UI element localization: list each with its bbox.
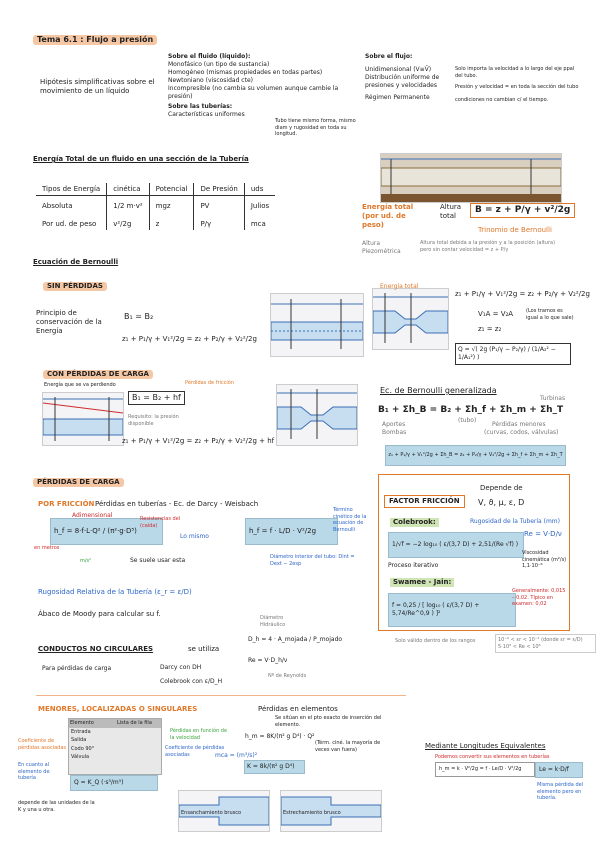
flujo-block xyxy=(365,53,465,102)
colebrook-formula-box: 1/√f = −2 log₁₀ ( ε/(3,7 D) + 2,51/(Re √f) ) xyxy=(388,532,524,558)
no-circulares-heading: CONDUCTOS NO CIRCULARES xyxy=(38,645,154,653)
annot-metros: en metros xyxy=(34,545,60,551)
dh-formula: D_h = 4 · A_mojada / P_mojado xyxy=(248,636,343,643)
rango: 10⁻⁶ < εr < 10⁻² (donde εr = ε/D) xyxy=(498,637,583,643)
darcy-dh: Darcy con DH xyxy=(160,664,202,671)
eq-sin-perdidas: z₁ + P₁/γ + V₁²/2g = z₂ + P₂/γ + V₂²/2g xyxy=(122,335,257,343)
table-cell: mgz xyxy=(149,196,194,213)
trinomio-label: Trinomio de Bernoulli xyxy=(478,226,552,234)
annot-se-suele: Se suele usar esta xyxy=(130,557,186,564)
le-formula: Le = k·D/f xyxy=(535,762,583,778)
piezometrica-label: Altura Piezométrica xyxy=(362,240,401,255)
tuberias-item: Características uniformes xyxy=(168,111,245,118)
gen-label-menores: Pérdidas menores xyxy=(492,421,546,428)
colebrook-dh: Colebrook con ε/D_H xyxy=(160,678,223,685)
eq-z: z₁ = z₂ xyxy=(478,325,502,333)
proceso-iterativo: Proceso iterativo xyxy=(388,562,439,569)
menores-note: Se sitúan en el pto exacto de inserción del elemento. xyxy=(275,715,382,728)
estrechamiento-label: Estrechamiento brusco xyxy=(283,810,341,816)
energia-total-small: Energía total xyxy=(380,283,419,290)
gen-eq: B₁ + Σh_B = B₂ + Σh_f + Σh_m + Σh_T xyxy=(378,405,564,415)
friccion-sub: Pérdidas en tuberías - Ec. de Darcy - Weisbach xyxy=(95,500,259,508)
fluido-heading: Sobre el fluido (líquido): xyxy=(168,53,251,60)
term-cinet-note: (Térm. ciné. la mayoría de veces van fuera) xyxy=(315,740,381,753)
re-dh-formula: Re = V·D_h/ν xyxy=(248,657,288,664)
flujo-note: condiciones no cambian c/ el tiempo. xyxy=(455,96,549,103)
se-utiliza: se utiliza xyxy=(188,645,220,653)
gen-label-curvas: (curvas, codos, válvulas) xyxy=(484,429,559,436)
table-cell: P/γ xyxy=(194,212,244,230)
fluido-block xyxy=(168,53,358,119)
table-header-cell: cinética xyxy=(107,183,149,196)
leq-formula: h_m = k · V²/2g = f · Le/D · V²/2g xyxy=(439,766,522,772)
con-perdidas-heading: CON PÉRDIDAS DE CARGA xyxy=(43,370,153,379)
longitudes-sub: Podemos convertir sus elementos en tuberías xyxy=(435,754,550,760)
fluido-item: Homogéneo (mismas propiedades en todas partes) xyxy=(168,69,323,76)
gen-label-bombas: Bombas xyxy=(382,429,407,436)
fluido-item: Monofásico (un tipo de sustancia) xyxy=(168,61,270,68)
perdidas-illustration xyxy=(43,393,123,445)
hm-formula: h_m = 8K/(π² g D⁴) · Q² xyxy=(245,733,315,740)
k-table-header-cell: Lista de la fila xyxy=(117,720,152,726)
swamee-note: Generalmente: 0,015 – 0,02. Típico en examen: 0,02 xyxy=(512,588,566,607)
perdidas-friccion-label: Pérdidas de fricción xyxy=(185,380,235,386)
hf-alt-formula-box: h_f = f · L/D · V²/2g xyxy=(245,518,338,545)
depende-label: Depende de xyxy=(480,484,523,492)
gen-label-aportes: Aportes xyxy=(382,421,406,428)
flujo-note: Solo importa la velocidad a lo largo del eje ppal del tubo. xyxy=(455,66,575,79)
leq-formula-box xyxy=(435,762,535,777)
longitudes-heading: Mediante Longitudes Equivalentes xyxy=(425,742,546,750)
viscosidad-note: Viscosidad cinemática (m²/s) 1,1·10⁻⁶ xyxy=(522,550,567,569)
flujo-heading: Sobre el flujo: xyxy=(365,53,413,60)
k-table xyxy=(68,718,162,775)
gen-heading: Ec. de Bernoulli generalizada xyxy=(380,386,497,395)
piezometrica-note: Altura total debida a la presión y a la posición (altura) pero sin contar velocidad = z + P/γ xyxy=(420,240,556,253)
flujo-item: Distribución uniforme de presiones y velocidades xyxy=(365,74,440,89)
section-divider xyxy=(36,695,406,696)
annot-perdidas-velocidad: Pérdidas en función de la velocidad xyxy=(170,728,228,741)
k-table-row: Salida xyxy=(71,737,87,743)
table-cell: Absoluta xyxy=(36,196,107,213)
altura-total-label: Altura total xyxy=(440,203,462,220)
rugosidad-tuberia: Rugosidad de la Tubería (mm) xyxy=(470,518,560,525)
k-table-header-cell: Elemento xyxy=(70,720,94,726)
flujo-note: Presión y velocidad = en toda la sección del tubo xyxy=(455,84,579,90)
depende-vars: V, ϑ, μ, ε, D xyxy=(478,498,525,507)
reynolds-formula: Re = V·D/ν xyxy=(524,530,562,538)
eq-hf: B₁ = B₂ + hf xyxy=(128,391,185,405)
k-table-row: Válvula xyxy=(71,754,90,760)
lo-mismo-label: Lo mismo xyxy=(180,533,209,540)
eq-con-perdidas: z₁ + P₁/γ + V₁²/2g = z₂ + P₂/γ + V₂²/2g + hf xyxy=(122,437,275,445)
eq-b1-b2: B₁ = B₂ xyxy=(124,312,154,321)
factor-friccion-label: FACTOR FRICCIÓN xyxy=(384,495,465,508)
principio-label: Principio de conservación de la Energía xyxy=(36,309,102,335)
eq-caudal: Q = √( 2g (P₁/γ − P₂/γ) / (1/A₂² − 1/A₁²) ) xyxy=(455,343,571,365)
ensanchamiento-label: Ensanchamiento brusco xyxy=(181,810,242,816)
k-table-header xyxy=(69,719,161,728)
k-formula: K = 8k/(π² g D⁴) xyxy=(244,760,305,774)
diametro-hidraulico: Diámetro Hidráulico xyxy=(260,615,286,628)
pipe-diagram xyxy=(380,153,562,203)
gen-label-tubo: (tubo) xyxy=(458,417,477,424)
reynolds-label: Nº de Reynolds xyxy=(268,673,307,679)
annot-coef-perdidas: Coeficiente de pérdidas asociadas xyxy=(18,738,66,751)
energia-que-se-va: Energía que se va perdiendo xyxy=(44,382,116,388)
table-header-cell: uds xyxy=(244,183,275,196)
mca-label: mca = (m³/s)² xyxy=(215,752,258,759)
venturi-diagram xyxy=(372,288,449,350)
friccion-heading: POR FRICCIÓN xyxy=(38,500,95,508)
menores-heading: MENORES, LOCALIZADAS O SINGULARES xyxy=(38,705,198,713)
annot-termino: Término cinético de la ecuación de Bernoulli xyxy=(333,507,367,533)
annot-elemento: En cuanto al elemento de tubería xyxy=(18,762,50,781)
fluido-item: Incompresible (no cambia su volumen aunque cambie la presión) xyxy=(168,85,339,100)
hipotesis-label: Hipótesis simplificativas sobre el movimiento de un líquido xyxy=(40,78,155,95)
table-cell: PV xyxy=(194,196,244,213)
perdidas-heading: PÉRDIDAS DE CARGA xyxy=(33,478,124,487)
annot-adimensional: Adimensional xyxy=(72,512,113,519)
k-table-row: Entrada xyxy=(71,728,91,735)
menores-sub: Pérdidas en elementos xyxy=(258,705,338,713)
colebrook-label: Colebrook: xyxy=(390,518,439,527)
bernoulli-formula: B = z + P/γ + v²/2g xyxy=(470,203,575,218)
table-cell: Julios xyxy=(250,202,270,210)
eq-right: z₁ + P₁/γ + V₁²/2g = z₂ + P₂/γ + V₂²/2g xyxy=(455,290,590,298)
gen-formula-box: z₁ + P₁/γ + V₁²/2g + Σh_B = z₂ + P₂/γ + V₂²/2g + Σh_f + Σh_m + Σh_T xyxy=(385,445,566,466)
rango: 5·10³ < Re < 10⁸ xyxy=(498,643,541,650)
energia-total-label: Energía total (por ud. de peso) xyxy=(362,203,414,229)
pendiente-note: Requisito: la presión disponible xyxy=(128,414,179,427)
q-kq-formula: Q = K_Q (·s³/m⁵) xyxy=(70,775,158,791)
flujo-item: Unidimensional (V≡V̄) xyxy=(365,66,432,73)
swamee-formula-box: f = 0,25 / [ log₁₀ ( ε/(3,7 D) + 5,74/Re^0,9 ) ]² xyxy=(388,593,516,627)
table-header-cell: Potencial xyxy=(149,183,194,196)
table-cell: 1/2 m·v² xyxy=(107,196,149,213)
page-title: Tema 6.1 : Flujo a presión xyxy=(33,35,157,45)
rugosidad-relativa: Rugosidad Relativa de la Tubería (ε_r = ε/D) xyxy=(38,588,192,596)
venturi-perdidas-diagram xyxy=(276,384,358,446)
table-cell: mca xyxy=(250,220,266,228)
continuidad-note: (Los tramos es igual a lo que sale) xyxy=(526,308,574,321)
valido-note: Solo válido dentro de los rangos xyxy=(395,638,476,644)
perdidas-diagram xyxy=(42,392,124,446)
annot-coef-asociadas: Coeficiente de pérdidas asociadas xyxy=(165,745,225,758)
table-header-cell: Tipos de Energía xyxy=(36,183,107,196)
table-cell: Por ud. de peso xyxy=(36,212,107,230)
abaco-moody: Ábaco de Moody para calcular su f. xyxy=(38,610,161,618)
pipe-illustration xyxy=(271,294,363,356)
pipe-illustration xyxy=(381,154,561,202)
bernoulli-heading: Ecuación de Bernoulli xyxy=(33,258,119,266)
depende-unidades: depende de las unidades de la K y una u otra. xyxy=(18,800,95,813)
table-header-cell: De Presión xyxy=(194,183,244,196)
fluido-item: Newtoniano (viscosidad cte) xyxy=(168,77,253,84)
hf-formula-box: h_f = 8·f·L·Q² / (π²·g·D⁵) xyxy=(50,518,163,545)
table-cell: v²/2g xyxy=(107,212,149,230)
venturi-illustration xyxy=(373,289,448,349)
k-table-row: Codo 90° xyxy=(71,745,95,752)
tuberias-note: Tubo tiene mismo forma, mismo diam y rugosidad en toda su longitud. xyxy=(275,118,356,137)
sin-perdidas-heading: SIN PÉRDIDAS xyxy=(43,282,107,291)
flujo-item: Régimen Permanente xyxy=(365,94,430,101)
gen-label-turbinas: Turbinas xyxy=(540,395,566,402)
annot-resistencias: Resistencias del (caída) xyxy=(140,516,181,529)
annot-diametro: Diámetro interior del tubo: Dint = Dext − 2esp xyxy=(270,554,355,567)
pipe-diagram-sin-perdidas xyxy=(270,293,364,357)
tuberias-heading: Sobre las tuberías: xyxy=(168,103,233,110)
rangos-box xyxy=(495,634,596,653)
para-perdidas: Para pérdidas de carga xyxy=(42,665,112,672)
annot-ms2: m/s² xyxy=(80,558,92,564)
energia-table xyxy=(36,183,275,230)
table-cell: z xyxy=(149,212,194,230)
flujo-notes xyxy=(455,66,580,103)
swamee-label: Swamee - Jain: xyxy=(390,578,454,587)
venturi-illustration xyxy=(277,385,357,445)
eq-continuidad: V₁A = V₂A xyxy=(478,310,514,318)
energia-heading: Energía Total de un fluido en una sección de la Tubería xyxy=(33,155,249,163)
mismo-perdida-note: Misma pérdida del elemento pero en tubería. xyxy=(537,782,584,801)
